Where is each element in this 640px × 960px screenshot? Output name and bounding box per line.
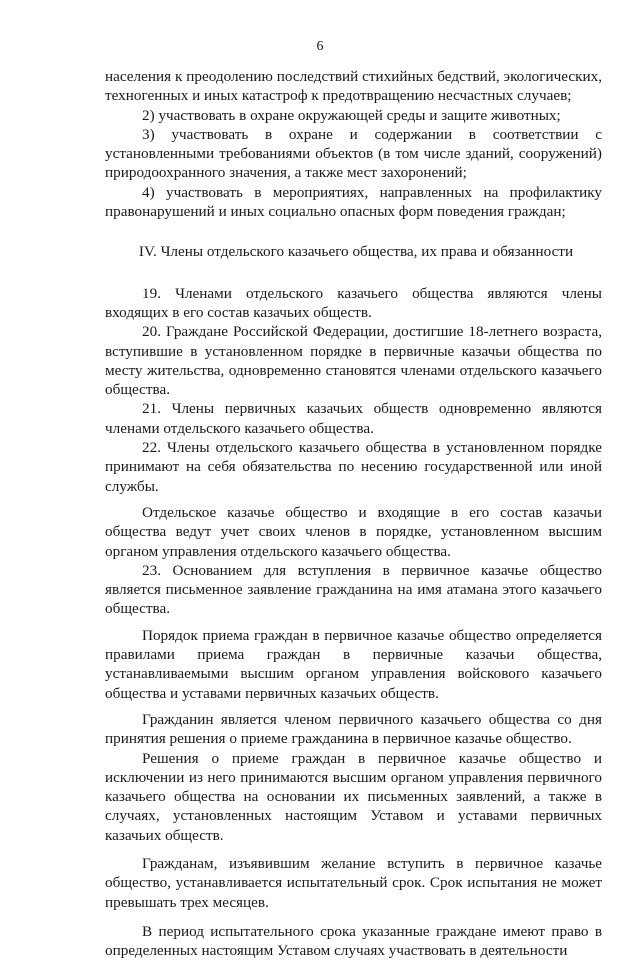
section-heading: IV. Члены отдельского казачьего общества, их права и обязанности <box>138 243 574 261</box>
paragraph-decisions: Решения о приеме граждан в первичное казачье общество и исключении из него принимаются высшим органом управления первичного казачьего общества на основании их письменных заявлений, а также в случаях, установленных настоящим Уставом и уставами первичных казачьих обществ. <box>105 749 602 844</box>
paragraph-membership-date: Гражданин является членом первичного казачьего общества со дня принятия решения о приеме гражданина в первичное казачье общество. <box>105 710 602 748</box>
list-item-2: 2) участвовать в охране окружающей среды и защите животных; <box>142 106 561 124</box>
paragraph-continued: населения к преодолению последствий стихийных бедствий, экологических, техногенных и иных катастроф к предотвращению несчастных случаев; <box>105 68 602 105</box>
paragraph-22: 22. Члены отдельского казачьего общества в установленном порядке принимают на себя обязательства по несению государственной или иной службы. <box>105 439 602 495</box>
list-item-3: 3) участвовать в охране и содержании в соответствии с установленными требованиями объектов (в том числе зданий, сооружений) природоохранного значения, а также мест захоронений; <box>105 125 602 182</box>
paragraph-probation: Гражданам, изъявившим желание вступить в первичное казачье общество, устанавливается испытательный срок. Срок испытания не может превышать трех месяцев. <box>105 854 602 911</box>
paragraph-21: 21. Члены первичных казачьих обществ одновременно являются членами отдельского казачьего общества. <box>105 400 602 437</box>
paragraph-probation-rights: В период испытательного срока указанные граждане имеют право в определенных настоящим Уставом случаях участвовать в деятельности <box>105 922 602 960</box>
paragraph-23: 23. Основанием для вступления в первичное казачье общество является письменное заявление гражданина на имя атамана этого казачьего общества. <box>105 561 602 618</box>
list-item-4: 4) участвовать в мероприятиях, направленных на профилактику правонарушений и иных социально опасных форм поведения граждан; <box>105 183 602 221</box>
page-number: 6 <box>316 39 324 54</box>
paragraph-admission-rules: Порядок приема граждан в первичное казачье общество определяется правилами приема граждан в первичные казачьи общества, устанавливаемыми высшим органом управления войскового казачьего общества и уставами первичных казачьих обществ. <box>105 626 602 702</box>
paragraph-20: 20. Граждане Российской Федерации, достигшие 18-летнего возраста, вступившие в установленном порядке в первичные казачьи общества по месту жительства, одновременно становятся членами отдельского казачьего общества. <box>105 323 602 399</box>
paragraph-accounting: Отдельское казачье общество и входящие в его состав казачьи общества ведут учет своих членов в порядке, установленном высшим органом управления отдельского казачьего общества. <box>105 503 602 560</box>
document-body <box>105 67 602 960</box>
paragraph-19: 19. Членами отдельского казачьего общества являются члены входящих в его состав казачьих обществ. <box>105 284 602 321</box>
